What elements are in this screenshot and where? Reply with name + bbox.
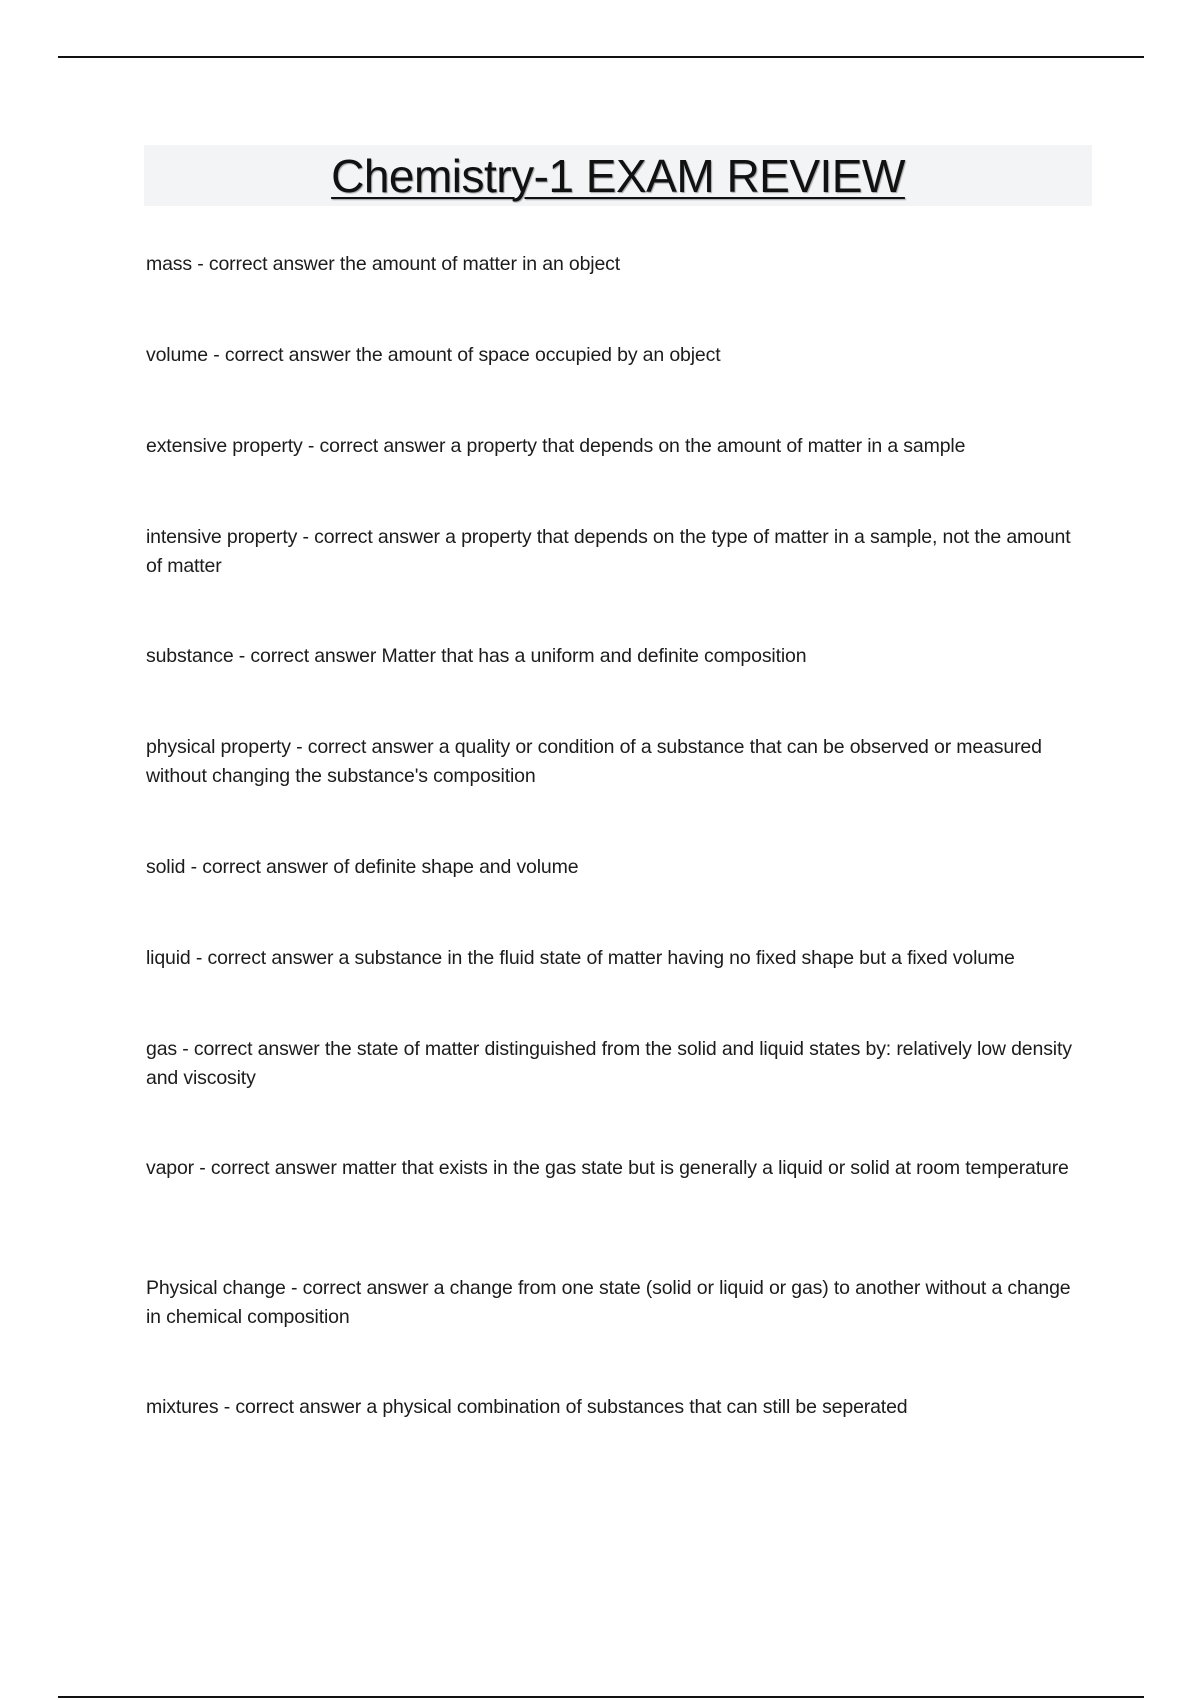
definition-entry-physical-property: physical property - correct answer a quality or condition of a substance that can be observed or measured without changing the substance's composition bbox=[146, 736, 1042, 787]
definition-entry-gas: gas - correct answer the state of matter distinguished from the solid and liquid states by: relatively low density and viscosity bbox=[146, 1038, 1072, 1089]
title-band bbox=[144, 145, 1092, 206]
top-rule bbox=[58, 56, 1144, 58]
definition-entry-mixtures: mixtures - correct answer a physical combination of substances that can still be seperated bbox=[146, 1396, 908, 1418]
definition-entry-extensive-property: extensive property - correct answer a property that depends on the amount of matter in a sample bbox=[146, 435, 966, 457]
definition-entry-physical-change: Physical change - correct answer a change from one state (solid or liquid or gas) to another without a change in chemical composition bbox=[146, 1277, 1071, 1328]
definition-entry-liquid: liquid - correct answer a substance in the fluid state of matter having no fixed shape but a fixed volume bbox=[146, 947, 1015, 969]
definition-entry-vapor: vapor - correct answer matter that exists in the gas state but is generally a liquid or solid at room temperature bbox=[146, 1157, 1069, 1179]
definition-entry-volume: volume - correct answer the amount of space occupied by an object bbox=[146, 344, 721, 366]
definition-entry-intensive-property: intensive property - correct answer a property that depends on the type of matter in a sample, not the amount of matter bbox=[146, 526, 1071, 577]
definition-entry-mass: mass - correct answer the amount of matter in an object bbox=[146, 253, 621, 275]
page-title: Chemistry-1 EXAM REVIEW bbox=[331, 149, 905, 202]
bottom-rule bbox=[58, 1696, 1144, 1698]
definition-entry-substance: substance - correct answer Matter that has a uniform and definite composition bbox=[146, 645, 807, 667]
definition-entry-solid: solid - correct answer of definite shape and volume bbox=[146, 856, 579, 878]
